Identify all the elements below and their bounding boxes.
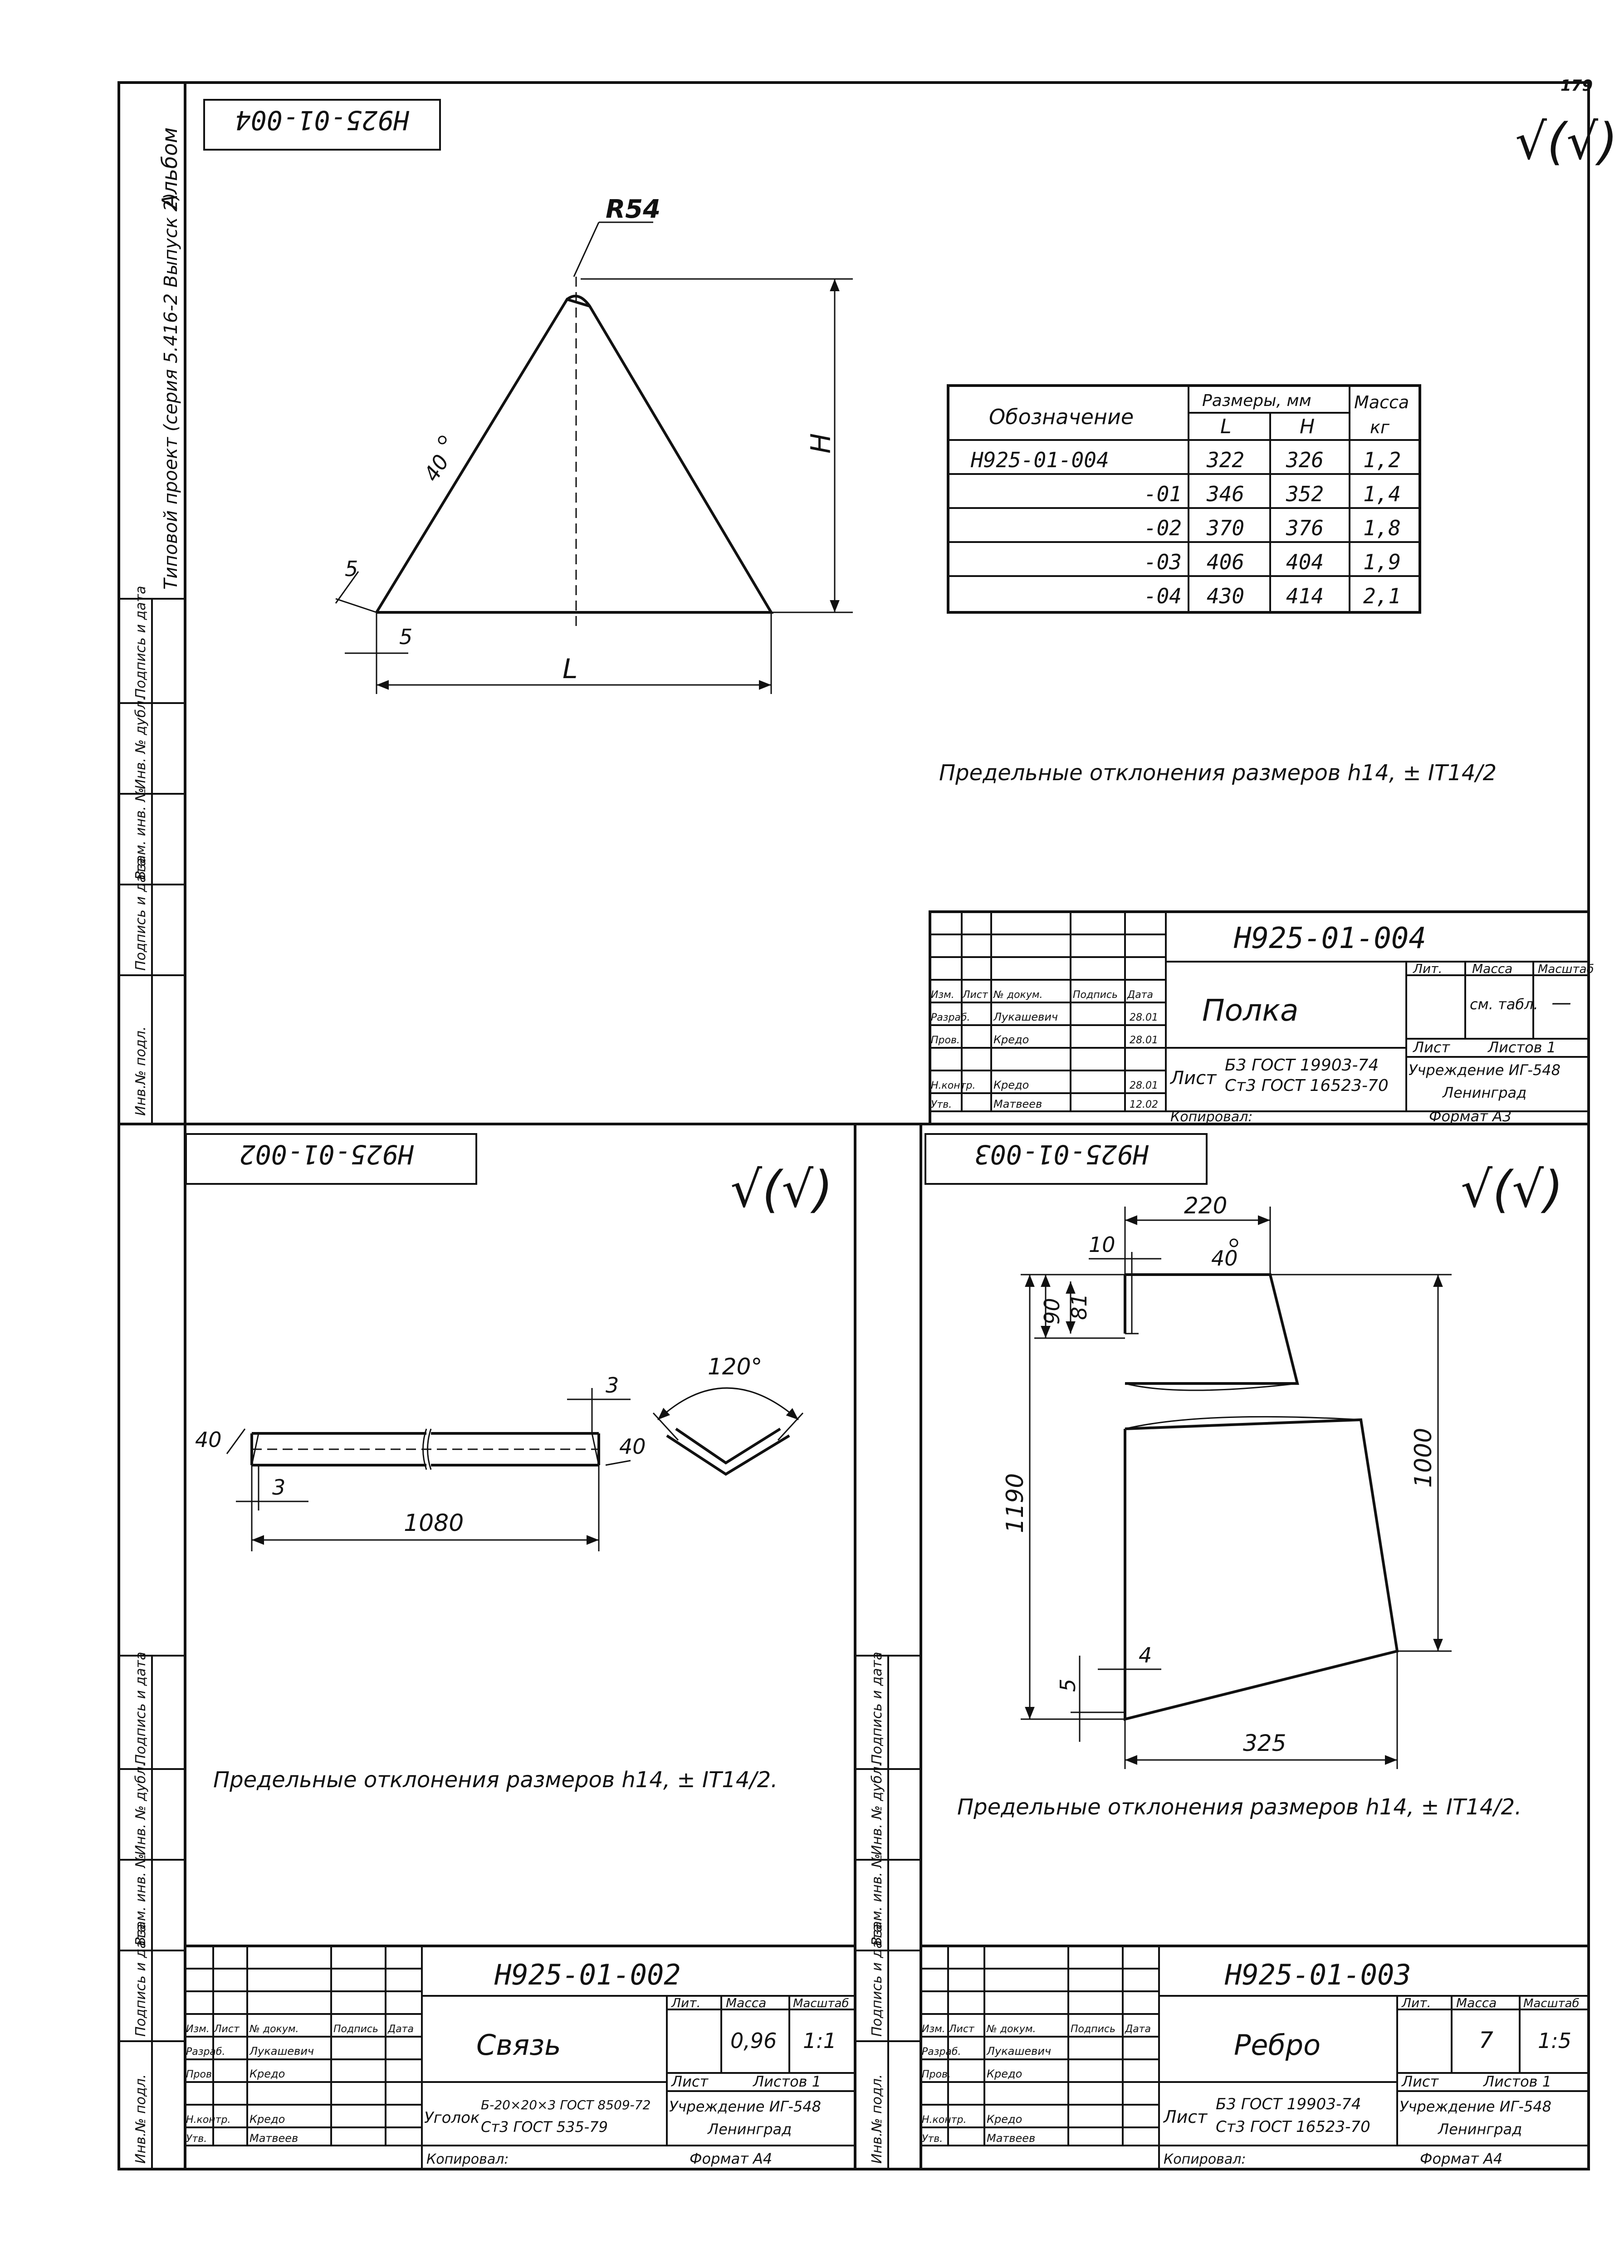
bl-tb-p1-role: Пров. xyxy=(186,2069,215,2080)
bl-tb-p2-role: Н.контр. xyxy=(186,2114,231,2126)
top-note: Предельные отклонения размеров h14, ± IT14/2 xyxy=(939,760,1497,786)
size-table xyxy=(948,386,1420,612)
top-tb-role-0: Изм. xyxy=(931,989,954,1001)
br-dim-side: 1000 xyxy=(1410,1427,1437,1488)
top-tb-sheets: Листов 1 xyxy=(1488,1039,1556,1056)
top-tb-scale-h: Масштаб xyxy=(1538,963,1594,976)
bl-tb-sheets: Листов 1 xyxy=(753,2073,822,2090)
br-tb-org1: Учреждение ИГ-548 xyxy=(1399,2098,1552,2115)
top-dim-h: H xyxy=(805,433,837,454)
top-tb-sheet: Лист xyxy=(1413,1039,1450,1056)
album-label: Альбом xyxy=(157,127,182,209)
br-dim-w: 220 xyxy=(1184,1193,1228,1219)
top-tb-role-4: Дата xyxy=(1127,989,1153,1001)
table-row-2-m: 1,8 xyxy=(1363,516,1401,540)
br-tb-material2: Ст3 ГОСТ 16523-70 xyxy=(1216,2118,1370,2136)
top-title-block xyxy=(930,912,1594,1125)
br-roughness: 40 xyxy=(1211,1246,1238,1271)
br-stamp-col-1: Инв.№ подл. xyxy=(869,2074,885,2164)
top-tb-p3-date: 12.02 xyxy=(1130,1099,1158,1110)
br-dim-bot: 325 xyxy=(1243,1730,1286,1756)
top-roughness: 40 xyxy=(419,450,454,486)
br-tb-format: Формат А4 xyxy=(1420,2150,1503,2167)
stamp-col-1: Инв.№ подл. xyxy=(133,1026,149,1116)
bl-tb-scale: 1:1 xyxy=(803,2028,837,2053)
bl-tb-role-1: Лист xyxy=(214,2024,240,2035)
table-row-0-m: 1,2 xyxy=(1363,448,1401,472)
top-tb-mass: см. табл. xyxy=(1470,996,1538,1013)
table-row-0-h: 326 xyxy=(1286,448,1324,472)
br-dim-s1: 5 xyxy=(1056,1678,1080,1692)
bl-tb-org2: Ленинград xyxy=(708,2121,792,2138)
br-tb-name: Ребро xyxy=(1234,2028,1321,2062)
top-dim-l: L xyxy=(563,653,578,685)
br-stamp-col-2: Подпись и дата xyxy=(869,1924,885,2037)
top-tb-p1-date: 28.01 xyxy=(1130,1035,1158,1046)
bl-tb-lit: Лит. xyxy=(671,1995,701,2010)
table-h-mass-unit: кг xyxy=(1370,417,1389,437)
bl-tb-material-label: Уголок xyxy=(424,2109,480,2127)
bl-dim-t2: 3 xyxy=(606,1373,619,1398)
bl-tb-name: Связь xyxy=(476,2028,561,2062)
bl-tb-scale-h: Масштаб xyxy=(793,1997,849,2010)
top-dim-r: R54 xyxy=(606,195,661,224)
br-tb-p2-role: Н.контр. xyxy=(922,2114,967,2126)
bl-tb-role-4: Дата xyxy=(388,2024,414,2035)
br-tb-mass: 7 xyxy=(1479,2027,1493,2053)
bl-stamp-col-1: Инв.№ подл. xyxy=(133,2074,149,2164)
br-tb-p1-name: Кредо xyxy=(987,2068,1022,2080)
top-tb-format: Формат А3 xyxy=(1429,1108,1512,1125)
top-tb-p0-date: 28.01 xyxy=(1130,1012,1158,1023)
table-row-4-name: -04 xyxy=(1144,584,1182,608)
br-tb-role-0: Изм. xyxy=(922,2024,945,2035)
top-tb-mass-h: Масса xyxy=(1472,961,1513,976)
bl-tb-p1-name: Кредо xyxy=(249,2068,285,2080)
br-tb-p0-name: Лукашевич xyxy=(987,2045,1052,2058)
table-h-mass: Масса xyxy=(1354,392,1409,412)
top-tb-p1-role: Пров. xyxy=(931,1035,960,1046)
br-tb-sheets: Листов 1 xyxy=(1483,2073,1552,2090)
top-tb-p0-role: Разраб. xyxy=(931,1012,970,1023)
stamp-col-2: Подпись и дата xyxy=(133,858,149,971)
bl-tb-material1: Б-20×20×3 ГОСТ 8509-72 xyxy=(481,2097,651,2112)
br-dim-h1: 90 xyxy=(1040,1298,1064,1325)
table-row-1-h: 352 xyxy=(1286,482,1324,506)
table-row-3-m: 1,9 xyxy=(1363,550,1401,574)
table-row-3-name: -03 xyxy=(1144,550,1182,574)
br-dim-s2: 4 xyxy=(1139,1643,1152,1667)
table-h-designation: Обозначение xyxy=(989,405,1134,429)
table-row-4-m: 2,1 xyxy=(1363,584,1401,608)
top-tb-scale: — xyxy=(1551,991,1571,1014)
top-tb-p2-date: 28.01 xyxy=(1130,1080,1158,1091)
bl-tb-p0-role: Разраб. xyxy=(186,2046,225,2058)
stamp-col-3: Взам. инв. № xyxy=(133,787,149,880)
table-row-1-name: -01 xyxy=(1144,482,1182,506)
top-tb-lit: Лит. xyxy=(1413,961,1443,976)
top-tb-role-3: Подпись xyxy=(1073,989,1118,1001)
table-row-2-l: 370 xyxy=(1207,516,1245,540)
top-tb-p0-name: Лукашевич xyxy=(993,1011,1058,1023)
bl-tb-p2-name: Кредо xyxy=(249,2113,285,2126)
top-tb-p3-role: Утв. xyxy=(931,1099,952,1110)
br-tb-mass-h: Масса xyxy=(1456,1995,1497,2010)
table-row-1-m: 1,4 xyxy=(1363,482,1401,506)
top-tb-material1: Б3 ГОСТ 19903-74 xyxy=(1225,1056,1379,1075)
bl-note: Предельные отклонения размеров h14, ± IT14/2. xyxy=(213,1767,778,1793)
br-tb-sheet: Лист xyxy=(1402,2073,1439,2090)
table-row-4-l: 430 xyxy=(1207,584,1245,608)
bl-title-block xyxy=(185,1946,855,2169)
bl-stamp-col-3: Взам. инв. № xyxy=(133,1853,149,1946)
table-row-1-l: 346 xyxy=(1207,482,1245,506)
stamp-col-4: Инв. № дубл. xyxy=(133,696,149,789)
bl-tb-mass: 0,96 xyxy=(730,2028,777,2053)
table-row-2-name: -02 xyxy=(1144,516,1182,540)
br-tb-lit: Лит. xyxy=(1402,1995,1431,2010)
top-tb-org1: Учреждение ИГ-548 xyxy=(1409,1061,1561,1079)
br-tb-role-3: Подпись xyxy=(1071,2024,1115,2035)
br-dim-a: 10 xyxy=(1089,1232,1115,1257)
bl-tb-role-0: Изм. xyxy=(186,2024,210,2035)
top-tb-p1-name: Кредо xyxy=(993,1033,1029,1046)
br-code-upside: Н925-01-003 xyxy=(974,1139,1149,1170)
top-tb-p2-name: Кредо xyxy=(993,1079,1029,1091)
br-dim-big: 1190 xyxy=(1002,1473,1029,1533)
br-stamp-col-3: Взам. инв. № xyxy=(869,1853,885,1946)
bl-stamp-col-2: Подпись и дата xyxy=(133,1924,149,2037)
top-tb-p3-name: Матвеев xyxy=(993,1098,1042,1110)
table-h-h: H xyxy=(1300,415,1315,438)
bl-roughness-1: 40 xyxy=(195,1427,222,1452)
table-row-4-h: 414 xyxy=(1286,584,1324,608)
br-check-mark: √(√) xyxy=(1461,1160,1564,1218)
br-tb-scale: 1:5 xyxy=(1538,2028,1572,2053)
br-tb-org2: Ленинград xyxy=(1438,2121,1522,2138)
table-row-0-name: Н925-01-004 xyxy=(971,448,1109,472)
bl-dim-t1: 3 xyxy=(272,1475,286,1500)
table-row-0-l: 322 xyxy=(1207,448,1245,472)
top-tb-material-label: Лист xyxy=(1170,1068,1217,1089)
bl-tb-code: Н925-01-002 xyxy=(494,1958,681,1991)
br-tb-copied: Копировал: xyxy=(1164,2151,1246,2167)
bl-check-mark: √(√) xyxy=(730,1160,833,1218)
bl-roughness-2: 40 xyxy=(619,1434,646,1459)
table-row-2-h: 376 xyxy=(1286,516,1324,540)
br-tb-scale-h: Масштаб xyxy=(1523,1997,1580,2010)
br-title-block xyxy=(921,1946,1589,2169)
br-dim-h2: 81 xyxy=(1067,1293,1091,1320)
top-edge-1: 5 xyxy=(345,557,358,581)
sheet-bottom-left xyxy=(185,1134,855,2169)
table-h-l: L xyxy=(1220,415,1232,438)
br-tb-role-4: Дата xyxy=(1125,2024,1151,2035)
bl-stamp-col-4: Инв. № дубл. xyxy=(133,1762,149,1855)
stamp-col-5: Подпись и дата xyxy=(133,586,149,699)
top-tb-code: Н925-01-004 xyxy=(1234,922,1426,955)
bl-tb-p3-name: Матвеев xyxy=(249,2132,298,2145)
project-label: Типовой проект (серия 5.416-2 Выпуск 2) xyxy=(161,193,181,590)
br-stamp-col-4: Инв. № дубл. xyxy=(869,1762,885,1855)
br-tb-material-label: Лист xyxy=(1164,2107,1208,2127)
br-tb-material1: Б3 ГОСТ 19903-74 xyxy=(1216,2095,1361,2113)
br-tb-p1-role: Пров. xyxy=(922,2069,951,2080)
bl-tb-copied: Копировал: xyxy=(426,2151,509,2167)
br-tb-role-1: Лист xyxy=(949,2024,974,2035)
top-tb-role-2: № докум. xyxy=(993,989,1043,1001)
br-note: Предельные отклонения размеров h14, ± IT14/2. xyxy=(957,1794,1522,1820)
bl-tb-sheet: Лист xyxy=(671,2073,709,2090)
bl-tb-p3-role: Утв. xyxy=(186,2133,207,2145)
bl-tb-format: Формат А4 xyxy=(690,2150,773,2167)
bl-stamp-col-5: Подпись и дата xyxy=(133,1652,149,1765)
bl-tb-role-2: № докум. xyxy=(249,2024,299,2035)
bl-tb-role-3: Подпись xyxy=(333,2024,378,2035)
top-tb-material2: Ст3 ГОСТ 16523-70 xyxy=(1225,1076,1389,1095)
br-tb-p0-role: Разраб. xyxy=(922,2046,961,2058)
top-code-upside: Н925-01-004 xyxy=(235,105,410,136)
sheet-bottom-right xyxy=(921,1134,1589,2169)
top-tb-org2: Ленинград xyxy=(1443,1084,1527,1101)
br-stamp-col-5: Подпись и дата xyxy=(869,1652,885,1765)
bl-code-upside: Н925-01-002 xyxy=(239,1139,414,1170)
top-edge-2: 5 xyxy=(399,625,413,649)
br-tb-p3-role: Утв. xyxy=(922,2133,943,2145)
br-tb-p3-name: Матвеев xyxy=(987,2132,1036,2145)
bl-tb-org1: Учреждение ИГ-548 xyxy=(669,2098,822,2115)
top-tb-role-1: Лист xyxy=(963,989,988,1001)
br-tb-role-2: № докум. xyxy=(987,2024,1036,2035)
top-check-mark: √(√) xyxy=(1515,112,1618,171)
bl-tb-p0-name: Лукашевич xyxy=(249,2045,314,2058)
bl-tb-mass-h: Масса xyxy=(726,1995,767,2010)
bl-tb-material2: Ст3 ГОСТ 535-79 xyxy=(481,2118,608,2136)
sheet-top xyxy=(204,100,1618,1125)
bl-dim-angle: 120° xyxy=(708,1354,763,1380)
table-row-3-h: 404 xyxy=(1286,550,1324,574)
sheet-number: 179 xyxy=(1560,77,1593,95)
top-tb-p2-role: Н.контр. xyxy=(931,1080,976,1091)
bl-dim-len: 1080 xyxy=(404,1510,464,1537)
br-tb-p2-name: Кредо xyxy=(987,2113,1022,2126)
table-row-3-l: 406 xyxy=(1207,550,1245,574)
br-tb-code: Н925-01-003 xyxy=(1225,1958,1411,1991)
table-h-sizes: Размеры, мм xyxy=(1202,391,1311,410)
top-tb-name: Полка xyxy=(1202,993,1299,1028)
top-tb-copied: Копировал: xyxy=(1170,1109,1253,1125)
